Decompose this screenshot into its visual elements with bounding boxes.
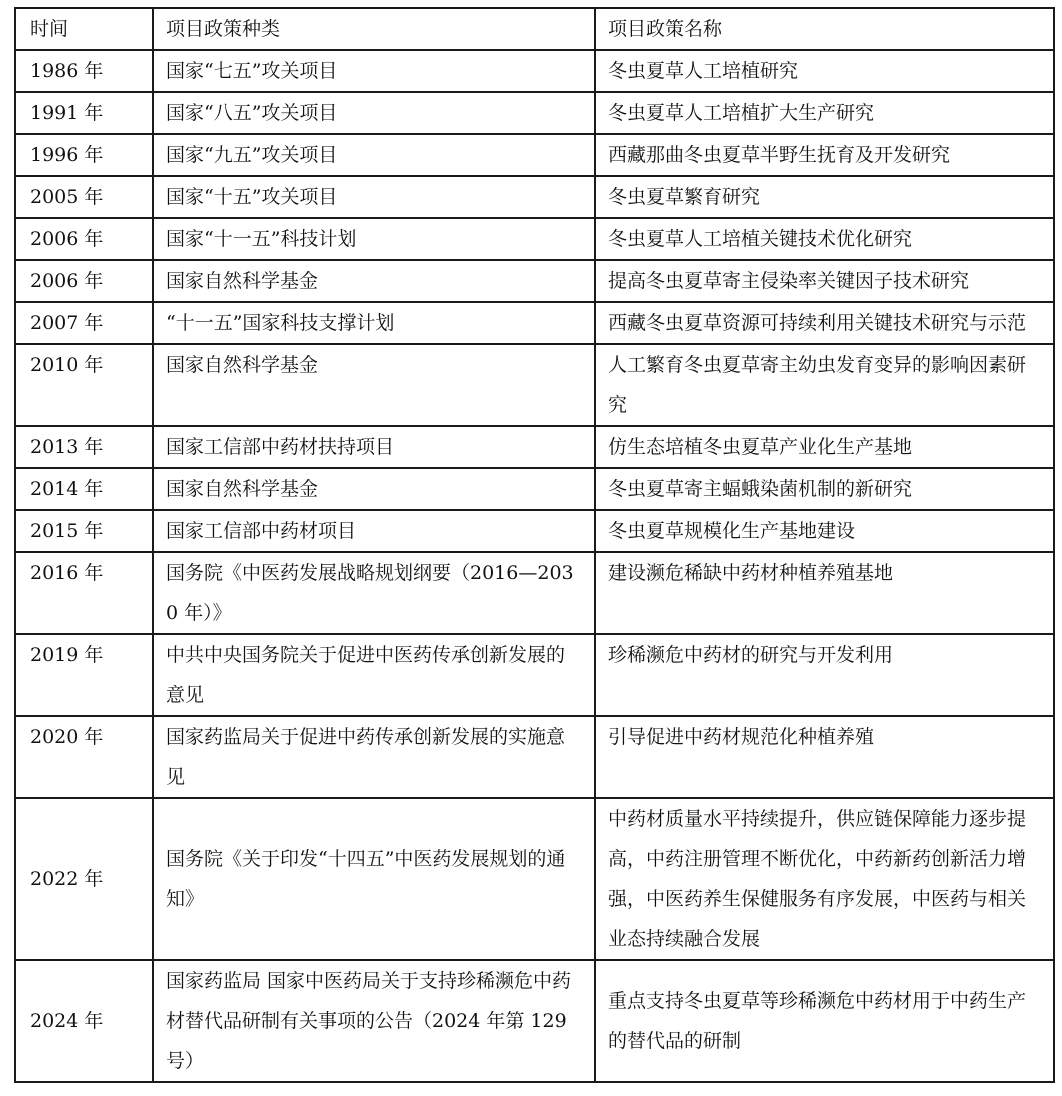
cell-name: 冬虫夏草繁育研究 (595, 176, 1054, 218)
cell-name: 冬虫夏草人工培植关键技术优化研究 (595, 218, 1054, 260)
cell-name: 仿生态培植冬虫夏草产业化生产基地 (595, 426, 1054, 468)
cell-time: 2010 年 (15, 344, 153, 426)
cell-time: 1996 年 (15, 134, 153, 176)
cell-time: 2005 年 (15, 176, 153, 218)
cell-time: 1991 年 (15, 92, 153, 134)
cell-time: 2015 年 (15, 510, 153, 552)
cell-category: 国家自然科学基金 (153, 344, 595, 426)
cell-time: 2013 年 (15, 426, 153, 468)
table-row (15, 468, 1054, 510)
header-time: 时间 (15, 8, 153, 50)
table-row (15, 50, 1054, 92)
cell-time: 2024 年 (15, 960, 153, 1082)
table-row (15, 344, 1054, 426)
table-row (15, 510, 1054, 552)
table-row (15, 960, 1054, 1082)
table-row (15, 176, 1054, 218)
table-row (15, 552, 1054, 634)
table-row (15, 634, 1054, 716)
cell-category: 国务院《中医药发展战略规划纲要（2016—2030 年）》 (153, 552, 595, 634)
header-category: 项目政策种类 (153, 8, 595, 50)
cell-name: 提高冬虫夏草寄主侵染率关键因子技术研究 (595, 260, 1054, 302)
cell-name: 冬虫夏草寄主蝠蛾染菌机制的新研究 (595, 468, 1054, 510)
cell-category: 国家“七五”攻关项目 (153, 50, 595, 92)
table-row (15, 218, 1054, 260)
cell-name: 建设濒危稀缺中药材种植养殖基地 (595, 552, 1054, 634)
cell-time: 1986 年 (15, 50, 153, 92)
cell-time: 2006 年 (15, 260, 153, 302)
cell-category: 国家“十一五”科技计划 (153, 218, 595, 260)
table-row (15, 302, 1054, 344)
table-row (15, 260, 1054, 302)
cell-category: 国家工信部中药材扶持项目 (153, 426, 595, 468)
cell-category: 国家药监局 国家中医药局关于支持珍稀濒危中药材替代品研制有关事项的公告（2024 年第 129 号） (153, 960, 595, 1082)
cell-category: 国家自然科学基金 (153, 468, 595, 510)
cell-category: 国务院《关于印发“十四五”中医药发展规划的通知》 (153, 798, 595, 960)
cell-category: “十一五”国家科技支撑计划 (153, 302, 595, 344)
cell-time: 2014 年 (15, 468, 153, 510)
cell-name: 冬虫夏草人工培植研究 (595, 50, 1054, 92)
cell-category: 国家“九五”攻关项目 (153, 134, 595, 176)
cell-name: 中药材质量水平持续提升，供应链保障能力逐步提高，中药注册管理不断优化，中药新药创新活力增强，中医药养生保健服务有序发展，中医药与相关业态持续融合发展 (595, 798, 1054, 960)
cell-name: 重点支持冬虫夏草等珍稀濒危中药材用于中药生产的替代品的研制 (595, 960, 1054, 1082)
cell-category: 国家自然科学基金 (153, 260, 595, 302)
cell-category: 国家“十五”攻关项目 (153, 176, 595, 218)
cell-name: 人工繁育冬虫夏草寄主幼虫发育变异的影响因素研究 (595, 344, 1054, 426)
cell-category: 国家药监局关于促进中药传承创新发展的实施意见 (153, 716, 595, 798)
cell-name: 冬虫夏草规模化生产基地建设 (595, 510, 1054, 552)
table-row (15, 92, 1054, 134)
cell-time: 2022 年 (15, 798, 153, 960)
table-row (15, 798, 1054, 960)
cell-category: 中共中央国务院关于促进中医药传承创新发展的意见 (153, 634, 595, 716)
table-row (15, 426, 1054, 468)
table-row (15, 716, 1054, 798)
table-row (15, 134, 1054, 176)
cell-name: 冬虫夏草人工培植扩大生产研究 (595, 92, 1054, 134)
cell-time: 2020 年 (15, 716, 153, 798)
cell-time: 2019 年 (15, 634, 153, 716)
table-header-row (15, 8, 1054, 50)
cell-category: 国家“八五”攻关项目 (153, 92, 595, 134)
header-name: 项目政策名称 (595, 8, 1054, 50)
cell-name: 珍稀濒危中药材的研究与开发利用 (595, 634, 1054, 716)
cell-time: 2016 年 (15, 552, 153, 634)
cell-category: 国家工信部中药材项目 (153, 510, 595, 552)
cell-time: 2007 年 (15, 302, 153, 344)
cell-name: 西藏那曲冬虫夏草半野生抚育及开发研究 (595, 134, 1054, 176)
policy-table (14, 7, 1055, 1083)
cell-name: 引导促进中药材规范化种植养殖 (595, 716, 1054, 798)
cell-name: 西藏冬虫夏草资源可持续利用关键技术研究与示范 (595, 302, 1054, 344)
cell-time: 2006 年 (15, 218, 153, 260)
